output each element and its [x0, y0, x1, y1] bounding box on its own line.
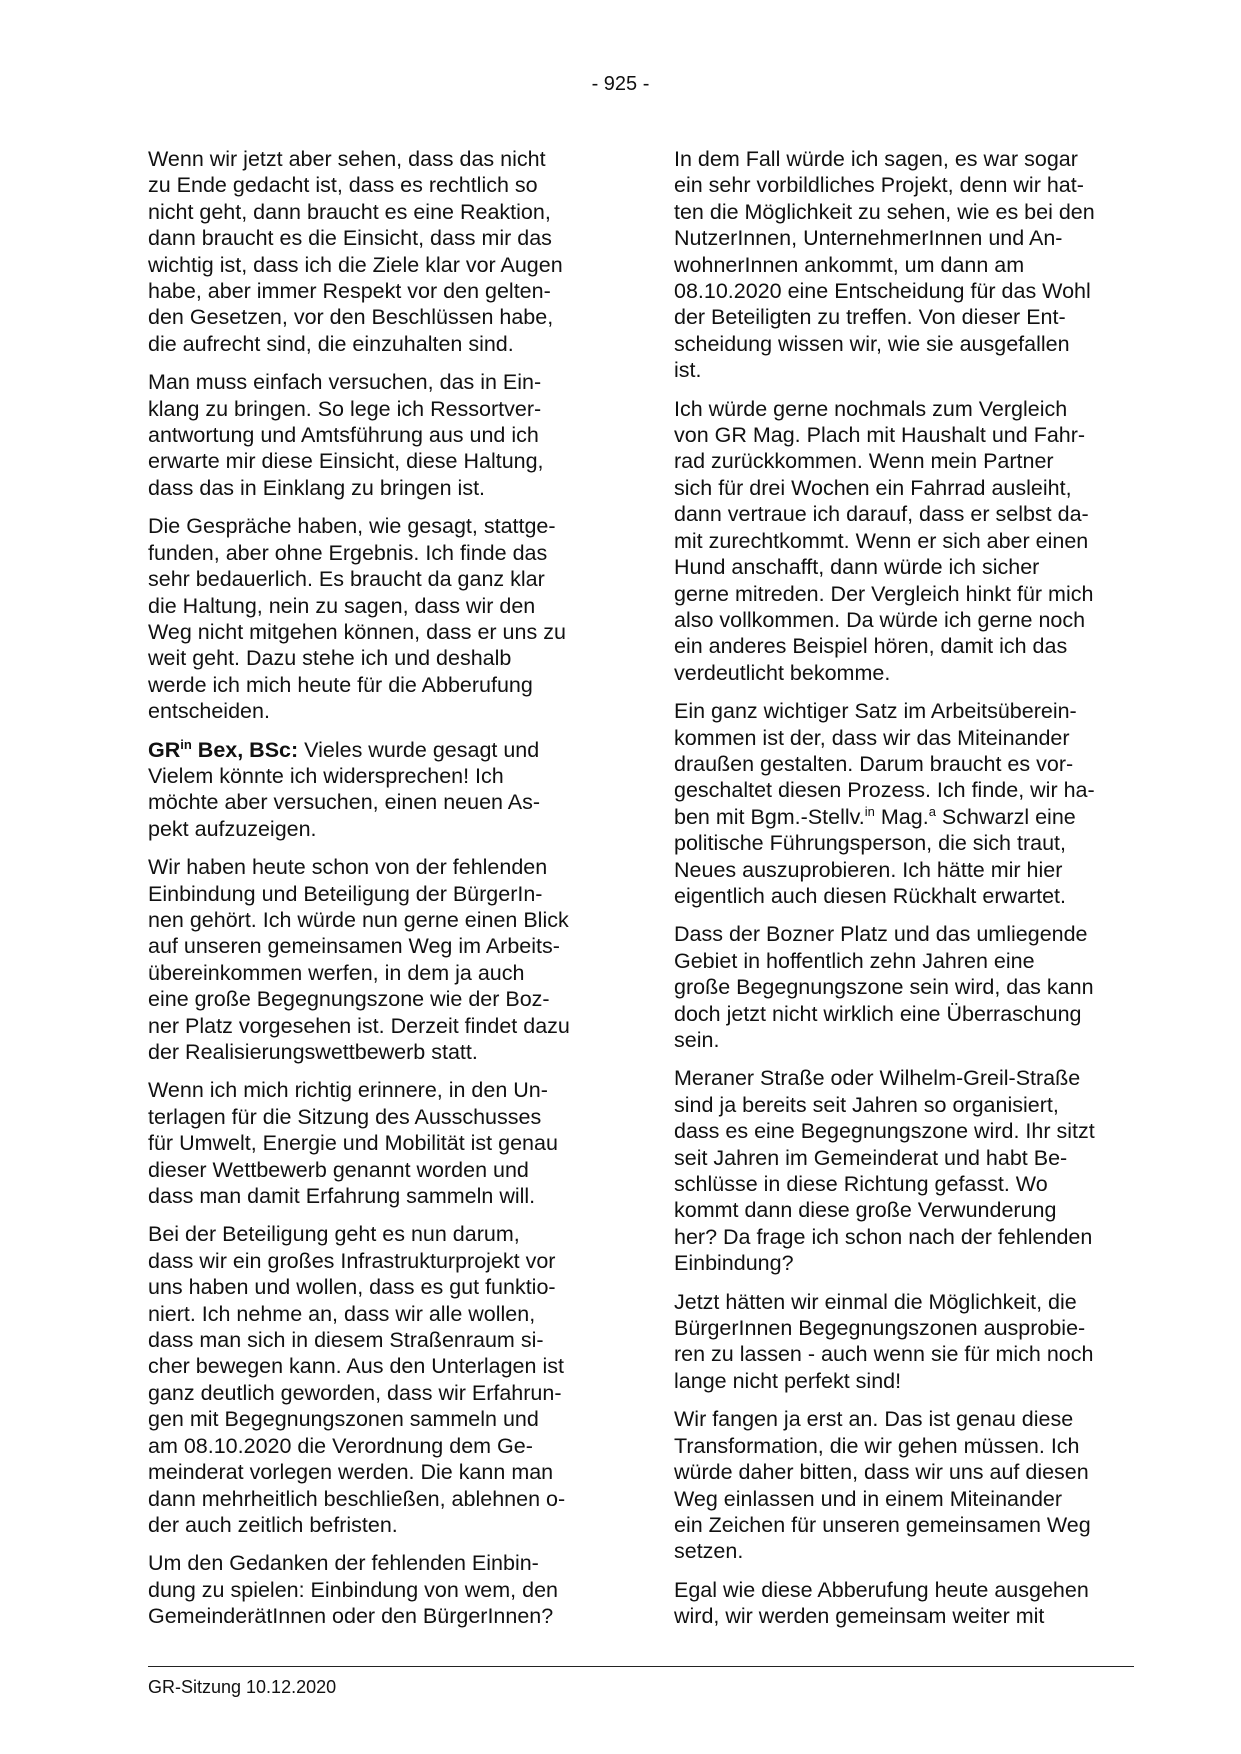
paragraph [674, 1289, 1136, 1395]
text-line: schlüsse in diese Richtung gefasst. Wo [674, 1172, 1048, 1197]
text-line: Man muss einfach versuchen, das in Ein- [148, 370, 542, 395]
text-line: gen mit Begegnungszonen sammeln und [148, 1407, 539, 1432]
superscript: a [928, 803, 936, 819]
text-line: Transformation, die wir gehen müssen. Ich [674, 1433, 1080, 1458]
text-line: draußen gestalten. Darum braucht es vor- [674, 751, 1074, 776]
text-line [674, 804, 1136, 830]
text-line: dass wir ein großes Infrastrukturprojekt vor [148, 1248, 556, 1273]
text-fragment: Schwarzl eine [935, 804, 1076, 829]
text-line: wohnerInnen ankommt, um dann am [674, 252, 1025, 277]
text-line: am 08.10.2020 die Verordnung dem Ge- [148, 1433, 533, 1458]
text-line: dung zu spielen: Einbindung von wem, den [148, 1577, 558, 1602]
text-line: Weg einlassen und in einem Miteinander [674, 1486, 1063, 1511]
text-line: lange nicht perfekt sind! [674, 1368, 902, 1393]
text-line: kommen ist der, dass wir das Miteinander [674, 725, 1070, 750]
footer-divider [148, 1666, 1134, 1667]
page-number: - 925 - [591, 73, 650, 95]
text-line: Meraner Straße oder Wilhelm-Greil-Straße [674, 1066, 1081, 1091]
text-line: dann vertraue ich darauf, dass er selbst da- [674, 502, 1089, 527]
text-line: Jetzt hätten wir einmal die Möglichkeit, die [674, 1289, 1077, 1314]
text-line: mit zurechtkommt. Wenn er sich aber einen [674, 528, 1089, 553]
text-line: Bei der Beteiligung geht es nun darum, [148, 1222, 520, 1247]
paragraph [148, 146, 610, 357]
paragraph [674, 921, 1136, 1053]
text-line: den Gesetzen, vor den Beschlüssen habe, [148, 305, 554, 330]
text-line: habe, aber immer Respekt vor den gelten- [148, 279, 551, 304]
text-line [148, 737, 610, 763]
paragraph [148, 1221, 610, 1538]
text-line: setzen. [674, 1539, 744, 1564]
text-line: zu Ende gedacht ist, dass es rechtlich so [148, 173, 538, 198]
text-fragment: ben mit Bgm.-Stellv. [674, 804, 865, 829]
text-line: Wir fangen ja erst an. Das ist genau diese [674, 1407, 1074, 1432]
text-line: für Umwelt, Energie und Mobilität ist genau [148, 1131, 558, 1156]
text-line: BürgerInnen Begegnungszonen ausprobie- [674, 1316, 1086, 1341]
text-line: würde daher bitten, dass wir uns auf diesen [674, 1460, 1089, 1485]
text-line: verdeutlicht bekomme. [674, 660, 891, 685]
text-line: dann braucht es die Einsicht, dass mir das [148, 226, 552, 251]
text-line: dass man damit Erfahrung sammeln will. [148, 1184, 536, 1209]
text-line: geschaltet diesen Prozess. Ich finde, wir ha- [674, 778, 1095, 803]
text-line: Um den Gedanken der fehlenden Einbin- [148, 1551, 539, 1576]
text-line: Wenn wir jetzt aber sehen, dass das nicht [148, 147, 546, 171]
text-line: ein Zeichen für unseren gemeinsamen Weg [674, 1512, 1091, 1537]
text-line: Ein ganz wichtiger Satz im Arbeitsüberein- [674, 699, 1077, 724]
text-line: Einbindung? [674, 1251, 794, 1276]
text-line: Einbindung und Beteiligung der BürgerIn- [148, 881, 543, 906]
text-line: sehr bedauerlich. Es braucht da ganz klar [148, 567, 545, 592]
text-line: cher bewegen kann. Aus den Unterlagen ist [148, 1354, 564, 1379]
text-line: scheidung wissen wir, wie sie ausgefallen [674, 331, 1070, 356]
text-line: eine große Begegnungszone wie der Boz- [148, 987, 550, 1012]
text-line: rad zurückkommen. Wenn mein Partner [674, 449, 1054, 474]
text-line: möchte aber versuchen, einen neuen As- [148, 790, 541, 815]
text-fragment: Mag. [874, 804, 929, 829]
speaker-surname: Bex, BSc: [191, 737, 299, 762]
text-line: die aufrecht sind, die einzuhalten sind. [148, 331, 514, 356]
text-line: entscheiden. [148, 699, 270, 724]
text-line: ner Platz vorgesehen ist. Derzeit findet dazu [148, 1013, 570, 1038]
text-line: Die Gespräche haben, wie gesagt, stattge- [148, 514, 556, 539]
text-line: auf unseren gemeinsamen Weg im Arbeits- [148, 934, 560, 959]
text-line: meinderat vorlegen werden. Die kann man [148, 1460, 554, 1485]
paragraph [148, 854, 610, 1065]
text-line: Hund anschafft, dann würde ich sicher [674, 555, 1040, 580]
paragraph [674, 1406, 1136, 1564]
text-line: 08.10.2020 eine Entscheidung für das Wohl [674, 279, 1091, 304]
text-line: uns haben und wollen, dass es gut funktio- [148, 1275, 556, 1300]
paragraph [674, 1065, 1136, 1276]
text-line: funden, aber ohne Ergebnis. Ich finde das [148, 540, 548, 565]
paragraph [148, 1077, 610, 1209]
text-line: erwarte mir diese Einsicht, diese Haltung, [148, 449, 544, 474]
text-line: her? Da frage ich schon nach der fehlenden [674, 1224, 1093, 1249]
text-line: sind ja bereits seit Jahren so organisiert, [674, 1092, 1059, 1117]
text-line: ten die Möglichkeit zu sehen, wie es bei den [674, 199, 1095, 224]
text-line: politische Führungsperson, die sich traut, [674, 831, 1066, 856]
text-line: seit Jahren im Gemeinderat und habt Be- [674, 1145, 1068, 1170]
paragraph [148, 369, 610, 501]
text-line: Dass der Bozner Platz und das umliegende [674, 922, 1088, 947]
paragraph [148, 737, 610, 843]
speech-text: Vieles wurde gesagt und [298, 737, 540, 762]
paragraph [674, 396, 1136, 686]
paragraph [674, 1577, 1136, 1630]
text-line: Weg nicht mitgehen können, dass er uns zu [148, 619, 566, 644]
text-line: niert. Ich nehme an, dass wir alle wollen, [148, 1301, 536, 1326]
text-line: Egal wie diese Abberufung heute ausgehen [674, 1577, 1089, 1602]
speaker-title-suffix: in [180, 736, 192, 752]
text-line: GemeinderätInnen oder den BürgerInnen? [148, 1604, 554, 1629]
text-line: Wenn ich mich richtig erinnere, in den Un- [148, 1078, 548, 1103]
text-line: eigentlich auch diesen Rückhalt erwartet. [674, 883, 1066, 908]
text-line: klang zu bringen. So lege ich Ressortver- [148, 396, 542, 421]
text-line: pekt aufzuzeigen. [148, 816, 317, 841]
text-line: doch jetzt nicht wirklich eine Überraschung [674, 1001, 1082, 1026]
paragraph [148, 1550, 610, 1629]
superscript: in [864, 803, 875, 819]
text-line: nen gehört. Ich würde nun gerne einen Blick [148, 907, 569, 932]
text-line: nicht geht, dann braucht es eine Reaktion, [148, 199, 551, 224]
text-line: Wir haben heute schon von der fehlenden [148, 855, 548, 880]
right-text-column [674, 146, 1136, 1642]
text-line: ein anderes Beispiel hören, damit ich das [674, 634, 1068, 659]
text-line: von GR Mag. Plach mit Haushalt und Fahr- [674, 423, 1086, 448]
left-text-column [148, 146, 610, 1642]
text-line: sich für drei Wochen ein Fahrrad ausleiht, [674, 475, 1072, 500]
text-line: kommt dann diese große Verwunderung [674, 1198, 1057, 1223]
text-line: dieser Wettbewerb genannt worden und [148, 1157, 529, 1182]
paragraph [674, 146, 1136, 384]
paragraph [148, 513, 610, 724]
text-line: sein. [674, 1028, 720, 1052]
text-line: ganz deutlich geworden, dass wir Erfahrun- [148, 1380, 562, 1405]
text-line: dass man sich in diesem Straßenraum si- [148, 1328, 544, 1353]
text-line: In dem Fall würde ich sagen, es war sogar [674, 147, 1078, 171]
text-line: der Beteiligten zu treffen. Von dieser Ent- [674, 305, 1066, 330]
text-line: Vielem könnte ich widersprechen! Ich [148, 763, 504, 788]
text-line: also vollkommen. Da würde ich gerne noch [674, 607, 1086, 632]
text-line: wird, wir werden gemeinsam weiter mit [674, 1604, 1045, 1629]
text-line: der Realisierungswettbewerb statt. [148, 1040, 478, 1064]
text-line: terlagen für die Sitzung des Ausschusses [148, 1104, 542, 1129]
text-line: NutzerInnen, UnternehmerInnen und An- [674, 226, 1063, 251]
text-line: dass es eine Begegnungszone wird. Ihr sitzt [674, 1119, 1095, 1144]
speaker-name [148, 738, 298, 762]
text-line: ist. [674, 358, 702, 383]
footer-session-label: GR-Sitzung 10.12.2020 [148, 1677, 337, 1697]
text-line: weit geht. Dazu stehe ich und deshalb [148, 646, 512, 671]
text-line: ren zu lassen - auch wenn sie für mich noch [674, 1342, 1094, 1367]
text-line: dann mehrheitlich beschließen, ablehnen o- [148, 1486, 566, 1511]
text-line: dass das in Einklang zu bringen ist. [148, 475, 486, 500]
text-line: übereinkommen werfen, in dem ja auch [148, 960, 525, 985]
text-line: Ich würde gerne nochmals zum Vergleich [674, 396, 1068, 421]
text-line: werde ich mich heute für die Abberufung [148, 672, 533, 697]
text-line: Gebiet in hoffentlich zehn Jahren eine [674, 948, 1035, 973]
text-line: ein sehr vorbildliches Projekt, denn wir hat- [674, 173, 1084, 198]
text-line: gerne mitreden. Der Vergleich hinkt für mich [674, 581, 1094, 606]
speaker-title: GR [148, 737, 181, 762]
text-line: Neues auszuprobieren. Ich hätte mir hier [674, 857, 1063, 882]
text-line: der auch zeitlich befristen. [148, 1512, 398, 1537]
text-line: die Haltung, nein zu sagen, dass wir den [148, 593, 536, 618]
text-line: antwortung und Amtsführung aus und ich [148, 423, 539, 448]
text-line: wichtig ist, dass ich die Ziele klar vor Augen [148, 252, 563, 277]
paragraph [674, 698, 1136, 909]
text-line: große Begegnungszone sein wird, das kann [674, 975, 1094, 1000]
